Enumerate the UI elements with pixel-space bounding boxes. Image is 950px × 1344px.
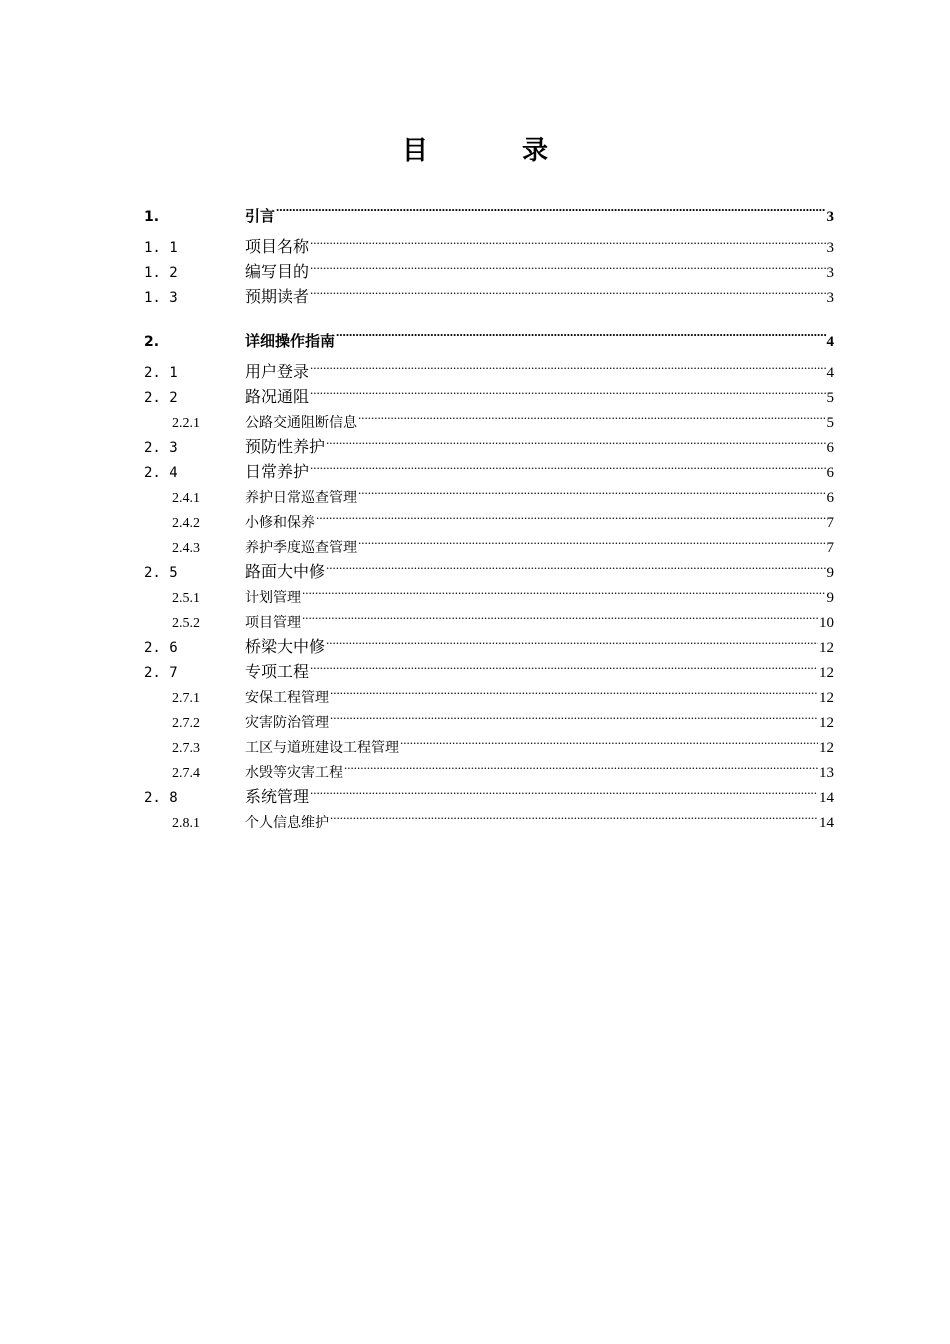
toc-entry-label: 工区与道班建设工程管理	[245, 740, 399, 756]
toc-entry-label: 桥梁大中修	[245, 637, 326, 656]
toc-entry-page-number: 3	[826, 290, 834, 306]
toc-entry-page-number: 12	[819, 740, 834, 756]
toc-entry-number: 2.7.1	[172, 691, 200, 706]
toc-dot-leader	[310, 252, 825, 277]
toc-entry-number: 2.4.3	[172, 541, 200, 556]
toc-dot-leader	[310, 652, 818, 677]
toc-entry-label: 养护季度巡查管理	[245, 540, 357, 556]
toc-entry-label: 编写目的	[245, 262, 310, 281]
toc-entry-number: 2. 5	[144, 565, 178, 581]
toc-dot-leader	[344, 752, 818, 777]
toc-entry-label: 安保工程管理	[245, 690, 329, 706]
toc-entry-page-number: 6	[826, 465, 834, 481]
toc-entry-page-number: 10	[819, 615, 834, 631]
toc-entry-page-number: 14	[819, 790, 834, 806]
toc-entry-page-number: 3	[826, 240, 834, 256]
toc-entry-number: 2.4.1	[172, 491, 200, 506]
toc-entry-number: 2. 2	[144, 390, 178, 406]
toc-entry-page-number: 3	[826, 209, 834, 225]
toc-entry-number: 2. 7	[144, 665, 178, 681]
toc-dot-leader	[326, 427, 825, 452]
toc-dot-leader	[310, 452, 825, 477]
toc-entry-page-number: 4	[826, 334, 834, 350]
toc-entry-page-number: 14	[819, 815, 834, 831]
toc-entry-page-number: 9	[826, 590, 834, 606]
toc-entry-page-number: 12	[819, 640, 834, 656]
toc-entry-page-number: 9	[826, 565, 834, 581]
toc-entry-label: 预期读者	[245, 287, 310, 306]
toc-dot-leader	[358, 402, 826, 427]
toc-dot-leader	[310, 377, 825, 402]
toc-dot-leader	[310, 227, 825, 252]
toc-entry-page-number: 7	[826, 540, 834, 556]
toc-entry-number: 2. 3	[144, 440, 178, 456]
toc-entry-label: 日常养护	[245, 462, 310, 481]
toc-dot-leader	[310, 277, 825, 302]
toc-entry-page-number: 3	[826, 265, 834, 281]
toc-entry-page-number: 12	[819, 690, 834, 706]
toc-entry-page-number: 13	[819, 765, 834, 781]
toc-dot-leader	[330, 802, 818, 827]
toc-dot-leader	[316, 502, 826, 527]
toc-dot-leader	[330, 677, 818, 702]
toc-entry-number: 2.4.2	[172, 516, 200, 531]
toc-entry[interactable]	[144, 352, 834, 381]
toc-dot-leader	[302, 602, 818, 627]
toc-dot-leader	[310, 777, 818, 802]
toc-title: 目 录	[401, 136, 582, 166]
toc-dot-leader	[358, 477, 826, 502]
table-of-contents	[144, 193, 834, 831]
toc-entry-number: 2.2.1	[172, 416, 200, 431]
toc-entry-label: 水毁等灾害工程	[245, 765, 343, 781]
toc-dot-leader	[400, 727, 818, 752]
toc-entry[interactable]	[144, 318, 834, 350]
toc-dot-leader	[310, 352, 825, 377]
toc-entry-number: 2. 8	[144, 790, 178, 806]
toc-entry-label: 路面大中修	[245, 562, 326, 581]
toc-entry-label: 路况通阻	[245, 387, 310, 406]
toc-entry-label: 灾害防治管理	[245, 715, 329, 731]
toc-entry-number: 2.8.1	[172, 816, 200, 831]
toc-entry-page-number: 5	[826, 415, 834, 431]
toc-entry-label: 系统管理	[245, 787, 310, 806]
toc-entry-label: 小修和保养	[245, 515, 315, 531]
toc-entry-label: 项目管理	[245, 615, 301, 631]
toc-entry-number: 1.	[144, 209, 160, 225]
toc-entry-number: 2. 6	[144, 640, 178, 656]
toc-entry-number: 1. 1	[144, 240, 178, 256]
toc-entry-label: 用户登录	[245, 362, 310, 381]
toc-dot-leader	[302, 577, 826, 602]
toc-dot-leader	[276, 193, 825, 221]
toc-entry-label: 详细操作指南	[245, 332, 336, 350]
toc-entry-label: 项目名称	[245, 237, 310, 256]
toc-entry-number: 2.7.3	[172, 741, 200, 756]
toc-entry[interactable]	[144, 227, 834, 256]
toc-entry-number: 1. 2	[144, 265, 178, 281]
toc-dot-leader	[358, 527, 826, 552]
toc-entry-number: 1. 3	[144, 290, 178, 306]
toc-entry-page-number: 12	[819, 665, 834, 681]
toc-dot-leader	[326, 627, 818, 652]
toc-entry-page-number: 6	[826, 490, 834, 506]
toc-dot-leader	[326, 552, 825, 577]
toc-entry-page-number: 6	[826, 440, 834, 456]
toc-entry-label: 公路交通阻断信息	[245, 415, 357, 431]
toc-entry-page-number: 12	[819, 715, 834, 731]
toc-entry-number: 2.5.1	[172, 591, 200, 606]
toc-entry-label: 引言	[245, 207, 276, 225]
toc-entry-label: 养护日常巡查管理	[245, 490, 357, 506]
toc-entry-page-number: 4	[826, 365, 834, 381]
toc-entry-label: 个人信息维护	[245, 815, 329, 831]
toc-dot-leader	[330, 702, 818, 727]
toc-entry-page-number: 7	[826, 515, 834, 531]
toc-entry[interactable]	[144, 193, 834, 225]
toc-entry-number: 2.	[144, 334, 160, 350]
toc-entry-number: 2. 1	[144, 365, 178, 381]
toc-dot-leader	[336, 318, 825, 346]
toc-entry-label: 计划管理	[245, 590, 301, 606]
toc-entry-number: 2.7.4	[172, 766, 200, 781]
toc-entry-number: 2.7.2	[172, 716, 200, 731]
toc-entry-number: 2.5.2	[172, 616, 200, 631]
toc-entry-number: 2. 4	[144, 465, 178, 481]
toc-entry-label: 预防性养护	[245, 437, 326, 456]
toc-entry-page-number: 5	[826, 390, 834, 406]
toc-entry-label: 专项工程	[245, 662, 310, 681]
